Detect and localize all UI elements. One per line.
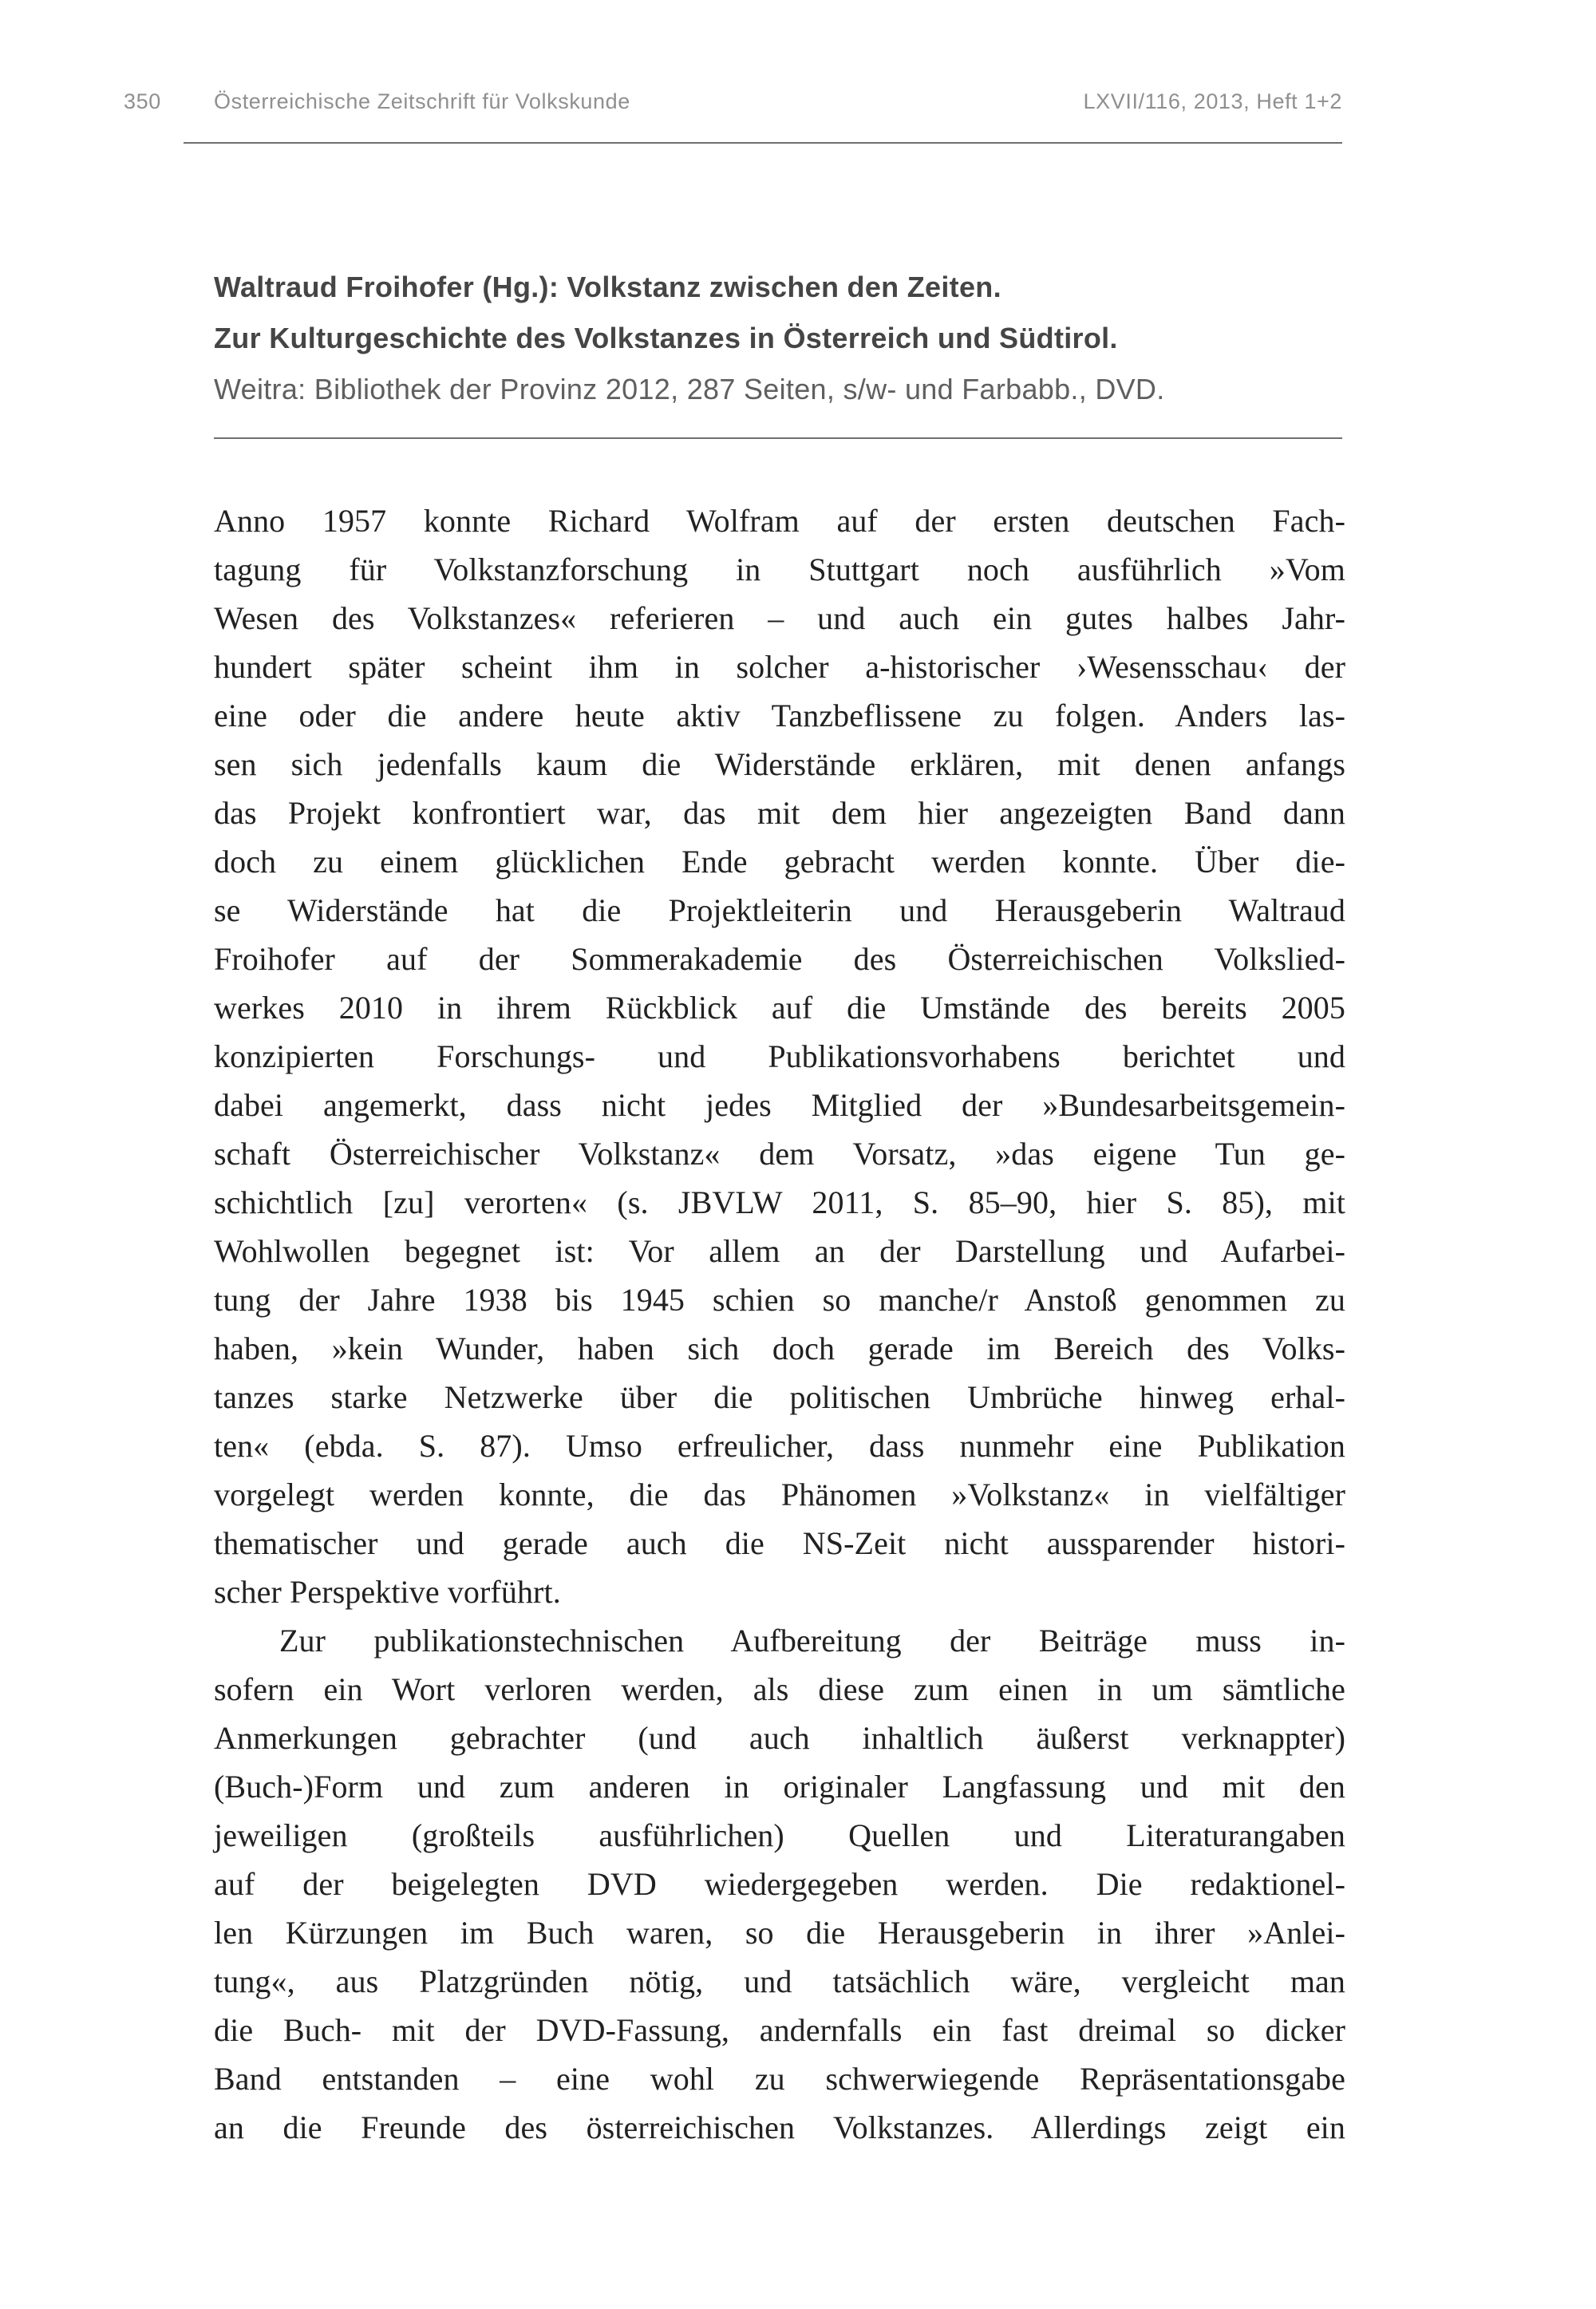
body-line: dabei angemerkt, dass nicht jedes Mitglied der »Bundesarbeitsgemein- (214, 1087, 1345, 1123)
body-line: an die Freunde des österreichischen Volkstanzes. Allerdings zeigt ein (214, 2109, 1345, 2145)
body-line: sen sich jedenfalls kaum die Widerstände erklären, mit denen anfangs (214, 746, 1345, 782)
issue-info: LXVII/116, 2013, Heft 1+2 (1083, 89, 1342, 113)
review-heading (214, 262, 1347, 415)
body-line: schaft Österreichischer Volkstanz« dem Vorsatz, »das eigene Tun ge- (214, 1136, 1345, 1172)
body-line: Band entstanden – eine wohl zu schwerwiegende Repräsentationsgabe (214, 2061, 1345, 2097)
review-title-line-2: Zur Kulturgeschichte des Volkstanzes in Österreich und Südtirol. (214, 322, 1118, 354)
body-line: (Buch-)Form und zum anderen in originaler Langfassung und mit den (214, 1769, 1345, 1805)
body-line: Anmerkungen gebrachter (und auch inhaltlich äußerst verknappter) (214, 1720, 1345, 1756)
body-line: tung der Jahre 1938 bis 1945 schien so manche/r Anstoß genommen zu (214, 1282, 1345, 1318)
body-line: Anno 1957 konnte Richard Wolfram auf der ersten deutschen Fach- (214, 503, 1345, 539)
body-line: konzipierten Forschungs- und Publikationsvorhabens berichtet und (214, 1038, 1345, 1074)
body-line: thematischer und gerade auch die NS-Zeit nicht aussparender histori- (214, 1525, 1345, 1561)
review-body (214, 496, 1345, 2152)
heading-rule (214, 437, 1342, 439)
body-line: ten« (ebda. S. 87). Umso erfreulicher, dass nunmehr eine Publikation (214, 1428, 1345, 1464)
body-line: auf der beigelegten DVD wiedergegeben werden. Die redaktionel- (214, 1866, 1345, 1902)
body-line: schichtlich [zu] verorten« (s. JBVLW 2011, S. 85–90, hier S. 85), mit (214, 1184, 1345, 1220)
body-line: das Projekt konfrontiert war, das mit dem hier angezeigten Band dann (214, 795, 1345, 831)
body-line: Wesen des Volkstanzes« referieren – und auch ein gutes halbes Jahr- (214, 600, 1345, 636)
body-line: tanzes starke Netzwerke über die politischen Umbrüche hinweg erhal- (214, 1379, 1345, 1415)
body-line: sofern ein Wort verloren werden, als diese zum einen in um sämtliche (214, 1671, 1345, 1707)
body-line: hundert später scheint ihm in solcher a-historischer ›Wesensschau‹ der (214, 649, 1345, 685)
body-line: tung«, aus Platzgründen nötig, und tatsächlich wäre, vergleicht man (214, 1963, 1345, 1999)
body-line: scher Perspektive vorführt. (214, 1574, 561, 1610)
body-line: Wohlwollen begegnet ist: Vor allem an der Darstellung und Aufarbei- (214, 1233, 1345, 1269)
header-rule (184, 142, 1342, 144)
body-line: haben, »kein Wunder, haben sich doch gerade im Bereich des Volks- (214, 1330, 1345, 1366)
body-line: Froihofer auf der Sommerakademie des Österreichischen Volkslied- (214, 941, 1345, 977)
page-number: 350 (124, 89, 161, 113)
body-line: tagung für Volkstanzforschung in Stuttgart noch ausführlich »Vom (214, 552, 1345, 587)
body-line: die Buch- mit der DVD-Fassung, andernfalls ein fast dreimal so dicker (214, 2012, 1345, 2048)
paragraph (214, 496, 1345, 1616)
review-title-line-1: Waltraud Froihofer (Hg.): Volkstanz zwischen den Zeiten. (214, 271, 1001, 303)
journal-title: Österreichische Zeitschrift für Volkskunde (214, 89, 630, 113)
body-line: eine oder die andere heute aktiv Tanzbeflissene zu folgen. Anders las- (214, 698, 1345, 733)
body-line: doch zu einem glücklichen Ende gebracht werden konnte. Über die- (214, 844, 1345, 880)
body-line: se Widerstände hat die Projektleiterin und Herausgeberin Waltraud (214, 892, 1345, 928)
review-imprint-line: Weitra: Bibliothek der Provinz 2012, 287 Seiten, s/w- und Farbabb., DVD. (214, 373, 1165, 405)
body-line: vorgelegt werden konnte, die das Phänomen »Volkstanz« in vielfältiger (214, 1477, 1345, 1512)
body-line: werkes 2010 in ihrem Rückblick auf die Umstände des bereits 2005 (214, 990, 1345, 1026)
body-line: Zur publikationstechnischen Aufbereitung der Beiträge muss in- (279, 1623, 1345, 1659)
body-line: len Kürzungen im Buch waren, so die Herausgeberin in ihrer »Anlei- (214, 1915, 1345, 1951)
body-line: jeweiligen (großteils ausführlichen) Quellen und Literaturangaben (214, 1817, 1345, 1853)
running-head (124, 89, 1342, 114)
paragraph (214, 1616, 1345, 2152)
